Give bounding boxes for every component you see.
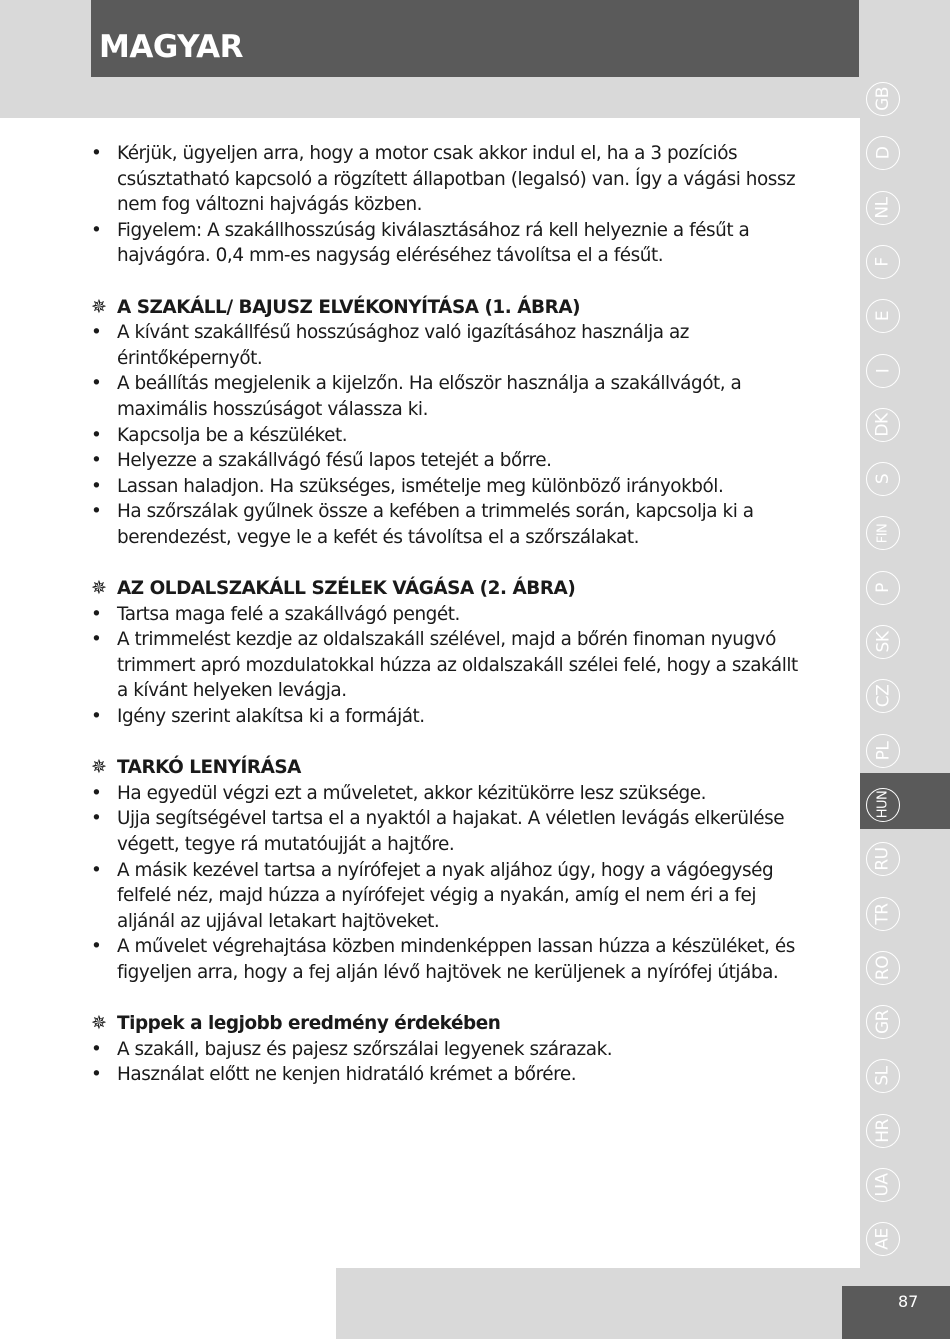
language-tab-label: CZ — [873, 685, 893, 708]
instruction-section — [91, 755, 853, 985]
language-tab-hun[interactable] — [866, 788, 900, 822]
section-list — [91, 295, 853, 1088]
language-tab-label: AE — [873, 1228, 893, 1250]
language-tab-label: GR — [873, 1010, 893, 1035]
language-tab-label: RO — [872, 955, 893, 980]
text-line: A beállítás megjelenik a kijelzőn. Ha először használja a szakállvágót, a — [117, 373, 742, 395]
instruction-section — [91, 576, 853, 730]
language-tab-dk[interactable] — [866, 408, 900, 442]
language-tab-label: GB — [873, 87, 893, 111]
language-tab-p[interactable] — [866, 571, 900, 605]
list-item — [91, 934, 853, 985]
section-heading-text: Tippek a legjobb eredmény érdekében — [117, 1013, 501, 1035]
list-item — [91, 371, 853, 422]
language-tab-label: TR — [872, 902, 893, 925]
list-item — [91, 141, 853, 218]
language-tab-s[interactable] — [866, 462, 900, 496]
text-line: Kérjük, ügyeljen arra, hogy a motor csak akkor indul el, ha a 3 pozíciós — [117, 143, 738, 164]
sparkle-icon: ✵ — [91, 756, 107, 779]
text-line: A művelet végrehajtása közben mindenképpen lassan húzza a készüléket, és — [117, 936, 795, 958]
text-line: figyeljen arra, hogy a fej alján lévő hajtövek ne kerüljenek a nyírófej útjába. — [117, 962, 779, 983]
bullet-icon: • — [91, 629, 102, 651]
bullet-icon: • — [91, 859, 102, 881]
bullet-icon: • — [91, 322, 102, 344]
list-item — [91, 781, 853, 807]
sparkle-icon: ✵ — [91, 577, 107, 600]
language-tab-ua[interactable] — [866, 1168, 900, 1202]
text-line: végett, tegye rá mutatóujját a hajtőre. — [117, 834, 455, 856]
language-tab-label: SK — [872, 631, 893, 653]
bullet-icon: • — [91, 936, 102, 958]
text-line: felfelé néz, majd húzza a nyírófejet végig a nyakán, amíg el nem éri a fej — [117, 885, 756, 907]
language-tab-gr[interactable] — [866, 1005, 900, 1039]
text-line: A trimmelést kezdje az oldalszakáll szélével, majd a bőrén finoman nyugvó — [117, 629, 776, 651]
text-line: Helyezze a szakállvágó fésű lapos tetejét a bőrre. — [117, 450, 552, 472]
list-item — [91, 320, 853, 371]
bullet-icon: • — [91, 706, 102, 728]
language-tab-nl[interactable] — [866, 191, 900, 225]
bullet-icon: • — [91, 501, 102, 523]
section-heading — [91, 1011, 853, 1037]
language-tab-tr[interactable] — [866, 897, 900, 931]
language-tab-label: UA — [872, 1173, 893, 1197]
language-tab-label: P — [872, 582, 893, 593]
sparkle-icon: ✵ — [91, 1012, 107, 1035]
page-title: MAGYAR — [91, 0, 859, 77]
language-tab-label: S — [872, 473, 893, 485]
language-tab-label: RU — [872, 847, 893, 871]
language-tab-label: DK — [873, 413, 893, 437]
language-tab-ro[interactable] — [866, 951, 900, 985]
text-line: Igény szerint alakítsa ki a formáját. — [117, 706, 425, 728]
section-heading-text: AZ OLDALSZAKÁLL SZÉLEK VÁGÁSA (2. ÁBRA) — [117, 578, 576, 600]
language-tab-ru[interactable] — [866, 842, 900, 876]
language-tab-hr[interactable] — [866, 1114, 900, 1148]
text-line: hajvágóra. 0,4 mm-es nagyság eléréséhez távolítsa el a fésűt. — [117, 245, 664, 267]
text-line: A szakáll, bajusz és pajesz szőrszálai legyenek szárazak. — [117, 1038, 613, 1060]
list-item — [91, 627, 853, 704]
bullet-icon: • — [91, 808, 102, 830]
section-heading-text: TARKÓ LENYÍRÁSA — [117, 757, 301, 779]
list-item — [91, 806, 853, 857]
language-tab-i[interactable] — [866, 354, 900, 388]
language-tab-label: E — [873, 311, 893, 322]
language-tab-label: PL — [872, 741, 893, 760]
language-tab-label: HR — [872, 1118, 893, 1143]
text-line: a kívánt helyeken levágja. — [117, 680, 347, 702]
list-item — [91, 218, 853, 269]
language-tab-label: NL — [872, 196, 893, 219]
bullet-icon: • — [91, 782, 102, 804]
bullet-icon: • — [91, 1064, 102, 1086]
list-item — [91, 858, 853, 935]
bullet-icon: • — [91, 450, 102, 472]
instruction-section — [91, 295, 853, 551]
section-heading — [91, 295, 853, 321]
section-heading — [91, 576, 853, 602]
text-line: nem fog változni hajvágás közben. — [117, 194, 423, 216]
page-number: 87 — [842, 1286, 950, 1339]
text-line: Kapcsolja be a készüléket. — [117, 424, 348, 446]
language-tab-label: FIN — [875, 523, 891, 544]
list-item — [91, 423, 853, 449]
bullet-icon: • — [91, 424, 102, 446]
text-line: Ujja segítségével tartsa el a nyaktól a hajakat. A véletlen levágás elkerülése — [117, 808, 785, 830]
text-line: Használat előtt ne kenjen hidratáló krémet a bőrére. — [117, 1064, 577, 1086]
language-tab-label: SL — [872, 1066, 893, 1087]
bullet-icon: • — [91, 373, 102, 395]
manual-content — [91, 141, 853, 1088]
intro-bullet-list — [91, 141, 853, 269]
text-line: csúsztatható kapcsoló a rögzített állapotban (legalsó) van. Így a vágási hossz — [117, 168, 796, 190]
bullet-icon: • — [91, 219, 102, 241]
list-item — [91, 704, 853, 730]
list-item — [91, 602, 853, 628]
text-line: Lassan haladjon. Ha szükséges, ismételje meg különböző irányokból. — [117, 475, 724, 497]
language-tab-label: I — [872, 368, 893, 373]
bullet-icon: • — [91, 1038, 102, 1060]
section-heading-text: A SZAKÁLL/ BAJUSZ ELVÉKONYÍTÁSA (1. ÁBRA) — [117, 296, 581, 318]
language-tab-sk[interactable] — [866, 625, 900, 659]
text-line: maximális hosszúságot válassza ki. — [117, 398, 428, 420]
list-item — [91, 474, 853, 500]
language-tab-label: HUN — [875, 791, 891, 819]
text-line: berendezést, vegye le a kefét és távolítsa el a szőrszálakat. — [117, 526, 640, 548]
bullet-icon: • — [91, 603, 102, 625]
text-line: Ha szőrszálak gyűlnek össze a kefében a trimmelés során, kapcsolja ki a — [117, 501, 754, 523]
text-line: A másik kezével tartsa a nyírófejet a nyak aljához úgy, hogy a vágóegység — [117, 859, 774, 881]
section-heading — [91, 755, 853, 781]
language-tab-e[interactable] — [866, 299, 900, 333]
text-line: Tartsa maga felé a szakállvágó pengét. — [117, 603, 460, 625]
list-item — [91, 1062, 853, 1088]
text-line: A kívánt szakállfésű hosszúsághoz való igazításához használja az — [117, 322, 690, 344]
text-line: Figyelem: A szakállhosszúság kiválasztásához rá kell helyeznie a fésűt a — [117, 219, 750, 241]
instruction-section — [91, 1011, 853, 1088]
sparkle-icon: ✵ — [91, 295, 107, 318]
text-line: Ha egyedül végzi ezt a műveletet, akkor kézitükörre lesz szüksége. — [117, 782, 707, 804]
bullet-icon: • — [91, 475, 102, 497]
bullet-icon: • — [91, 143, 102, 164]
text-line: érintőképernyőt. — [117, 347, 263, 369]
list-item — [91, 1037, 853, 1063]
language-tab-pl[interactable] — [866, 734, 900, 768]
language-tab-f[interactable] — [866, 245, 900, 279]
text-line: aljánál az ujjával letakart hajtöveket. — [117, 910, 440, 932]
list-item — [91, 448, 853, 474]
list-item — [91, 499, 853, 550]
text-line: trimmert apró mozdulatokkal húzza az oldalszakáll szélei felé, hogy a szakállt — [117, 654, 798, 676]
language-tab-label: F — [873, 257, 893, 267]
language-tab-gb[interactable] — [866, 82, 900, 116]
language-tab-label: D — [873, 147, 893, 160]
